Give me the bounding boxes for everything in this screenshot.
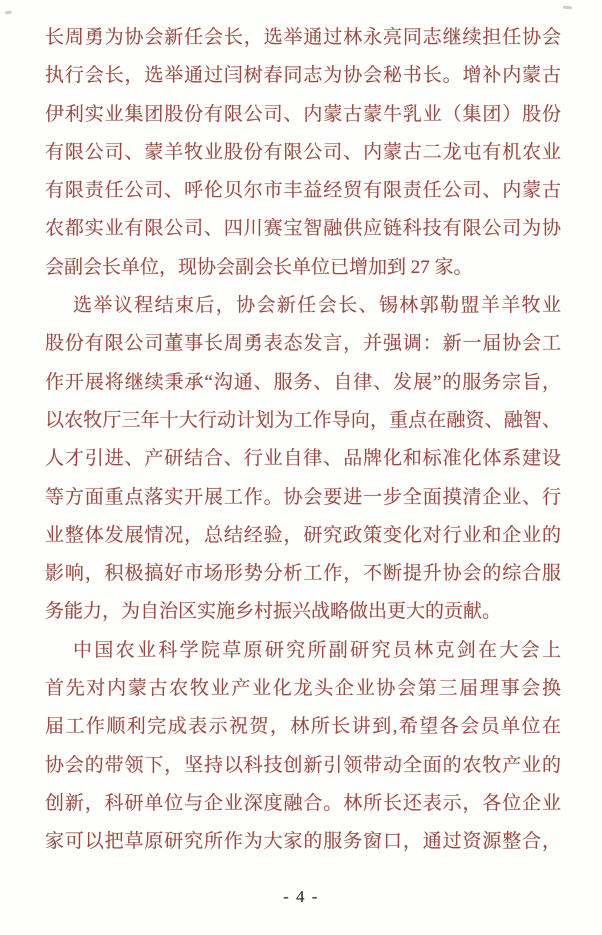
text-line: 有限责任公司、呼伦贝尔市丰益经贸有限责任公司、内蒙古 [45, 180, 561, 202]
text-line: 选举议程结束后，协会新任会长、锡林郭勒盟羊羊牧业 [73, 295, 561, 317]
text-line: 长周勇为协会新任会长，选举通过林永亮同志继续担任协会 [45, 27, 561, 48]
text-line: 有限公司、蒙羊牧业股份有限公司、内蒙古二龙屯有机农业 [45, 141, 561, 163]
scan-artifact [563, 6, 572, 10]
text-line: 创新，科研单位与企业深度融合。林所长还表示，各位企业 [45, 792, 561, 814]
paragraph [45, 19, 561, 287]
text-line: 执行会长，选举通过闫树春同志为协会秘书长。增补内蒙古 [45, 65, 561, 87]
text-line: 以农牧厅三年十大行动计划为工作导向，重点在融资、融智、 [45, 409, 561, 431]
text-line: 伊利实业集团股份有限公司、内蒙古蒙牛乳业（集团）股份 [45, 103, 561, 125]
text-line: 农都实业有限公司、四川赛宝智融供应链科技有限公司为协 [45, 218, 561, 240]
text-line: 会副会长单位，现协会副会长单位已增加到 27 家。 [45, 256, 473, 278]
text-line: 家可以把草原研究所作为大家的服务窗口，通过资源整合， [45, 831, 561, 853]
text-line: 中国农业科学院草原研究所副研究员林克剑在大会上 [73, 639, 561, 661]
text-line: 届工作顺利完成表示祝贺，林所长讲到,希望各会员单位在 [45, 716, 561, 738]
text-line: 股份有限公司董事长周勇表态发言，并强调：新一届协会工 [45, 333, 561, 355]
text-line: 务能力，为自治区实施乡村振兴战略做出更大的贡献。 [45, 601, 502, 623]
text-line: 业整体发展情况，总结经验，研究政策变化对行业和企业的 [45, 524, 561, 546]
text-line: 协会的带领下，坚持以科技创新引领带动全面的农牧产业的 [45, 754, 561, 776]
document-body [45, 19, 561, 862]
paragraph [45, 632, 561, 862]
text-line: 作开展将继续秉承“沟通、服务、自律、发展”的服务宗旨， [45, 371, 561, 393]
text-line: 首先对内蒙古农牧业产业化龙头企业协会第三届理事会换 [45, 678, 561, 700]
page-number: - 4 - [283, 887, 319, 906]
text-line: 人才引进、产研结合、行业自律、品牌化和标准化体系建设 [45, 448, 561, 470]
text-line: 影响，积极搞好市场形势分析工作，不断提升协会的综合服 [45, 563, 561, 585]
paragraph [45, 287, 561, 632]
scan-artifact [5, 11, 12, 15]
text-line: 等方面重点落实开展工作。协会要进一步全面摸清企业、行 [45, 486, 561, 508]
